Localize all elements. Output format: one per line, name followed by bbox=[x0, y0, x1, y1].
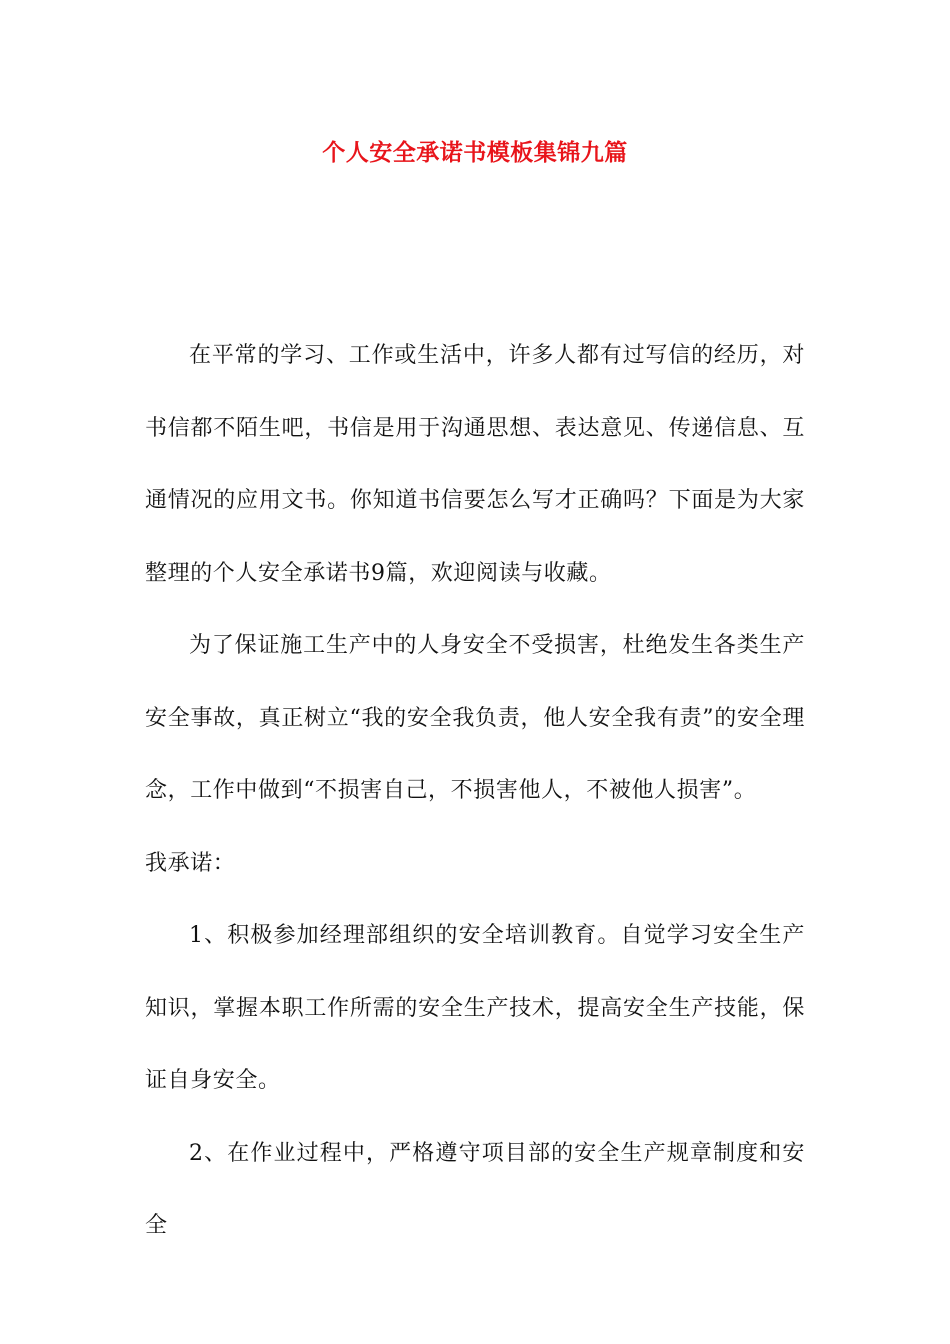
purpose-paragraph: 为了保证施工生产中的人身安全不受损害，杜绝发生各类生产安全事故，真正树立“我的安全我负责，他人安全我有责”的安全理念，工作中做到“不损害自己，不损害他人，不被他人损害”。 bbox=[145, 633, 805, 803]
pledge-item-1: 1、积极参加经理部组织的安全培训教育。自觉学习安全生产知识，掌握本职工作所需的安全生产技术，提高安全生产技能，保证自身安全。 bbox=[145, 923, 805, 1093]
pledge-item-2: 2、在作业过程中，严格遵守项目部的安全生产规章制度和安全 bbox=[145, 1140, 805, 1238]
document-title: 个人安全承诺书模板集锦九篇 bbox=[322, 140, 628, 166]
intro-paragraph: 在平常的学习、工作或生活中，许多人都有过写信的经历，对书信都不陌生吧，书信是用于沟通思想、表达意见、传递信息、互通情况的应用文书。你知道书信要怎么写才正确吗？下面是为大家整理的个人安全承诺书9篇，欢迎阅读与收藏。 bbox=[145, 343, 805, 586]
pledge-heading: 我承诺： bbox=[145, 850, 236, 876]
document-body bbox=[145, 320, 805, 1263]
